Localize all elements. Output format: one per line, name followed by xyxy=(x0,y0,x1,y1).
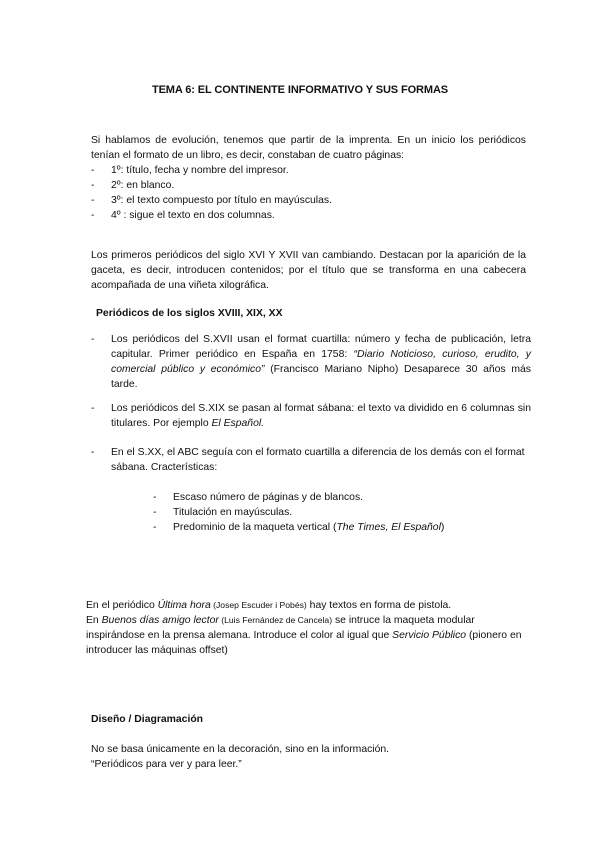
list-item: - Predominio de la maqueta vertical (The Times, El Español) xyxy=(153,520,523,535)
newspaper-examples: The Times, El Español xyxy=(336,522,441,533)
diario-noticioso-title: “Diario Noticioso, curioso, erudito, y comercial público y económico” xyxy=(111,349,531,375)
section-heading-periodicos: Periódicos de los siglos XVIII, XIX, XX xyxy=(96,308,283,319)
list-item: - 2º: en blanco. xyxy=(91,178,526,193)
gaceta-paragraph: Los primeros periódicos del siglo XVI Y XVII van cambiando. Destacan por la aparición de la gaceta, es decir, introducen contenidos; por el título que se transforma en una cabecera acompañada de una viñeta xilográfica. xyxy=(91,250,526,291)
page-structure-list xyxy=(91,163,526,223)
bullet-sxix-text: Los periódicos del S.XIX se pasan al format sábana: el texto va dividido en 6 columnas sin titulares. Por ejemplo xyxy=(111,403,531,429)
ultima-hora-paragraph: En el periódico Última hora (Josep Escuder i Pobés) hay textos en forma de pistola. En Buenos días amigo lector (Luis Fernández de Cancela) se intruce la maqueta modular inspirándose en la prensa alemana. Introduce el color al igual que Servicio Público (pionero en introducer las máquinas offset) xyxy=(86,600,522,656)
list-item: - 3º: el texto compuesto por título en mayúsculas. xyxy=(91,193,526,208)
list-item: - 4º : sigue el texto en dos columnas. xyxy=(91,208,526,223)
section-heading-diseno: Diseño / Diagramación xyxy=(91,714,204,725)
ultima-hora-title: Última hora xyxy=(157,600,211,611)
bullet-sxvii-text-end: (Francisco Mariano Nipho) Desaparece 30 años más tarde. xyxy=(111,364,531,390)
intro-section xyxy=(91,133,526,223)
servicio-publico-title: Servicio Público xyxy=(392,630,467,641)
bullet-sxvii xyxy=(91,332,531,392)
bullet-sxx-text: - En el S.XX, el ABC seguía con el formato cuartilla a diferencia de los demás con el format sábana. Cracterísticas: xyxy=(91,445,531,475)
buenos-dias-title: Buenos días amigo lector xyxy=(101,615,219,626)
list-item: - Escaso número de páginas y de blancos. xyxy=(153,490,523,505)
list-item: - Titulación en mayúsculas. xyxy=(153,505,523,520)
intro-paragraph: Si hablamos de evolución, tenemos que partir de la imprenta. En un inicio los periódicos tenían el formato de un libro, es decir, constaban de cuatro páginas: xyxy=(91,135,526,161)
el-espanol-example: El Español. xyxy=(211,418,265,429)
bullet-sxx xyxy=(91,445,531,475)
page-title: TEMA 6: EL CONTINENTE INFORMATIVO Y SUS FORMAS xyxy=(151,84,449,96)
diseno-text: No se basa únicamente en la decoración, sino en la información. “Periódicos para ver y para leer.” xyxy=(91,744,390,770)
caracteristicas-list xyxy=(153,490,523,535)
bullet-sxix xyxy=(91,401,531,431)
bullet-sxvii-text: Los periódicos del S.XVII usan el format cuartilla: número y fecha de publicación, letra capitular. Primer periódico en España en 1758: xyxy=(111,334,531,360)
list-item: - 1º: título, fecha y nombre del impresor. xyxy=(91,163,526,178)
